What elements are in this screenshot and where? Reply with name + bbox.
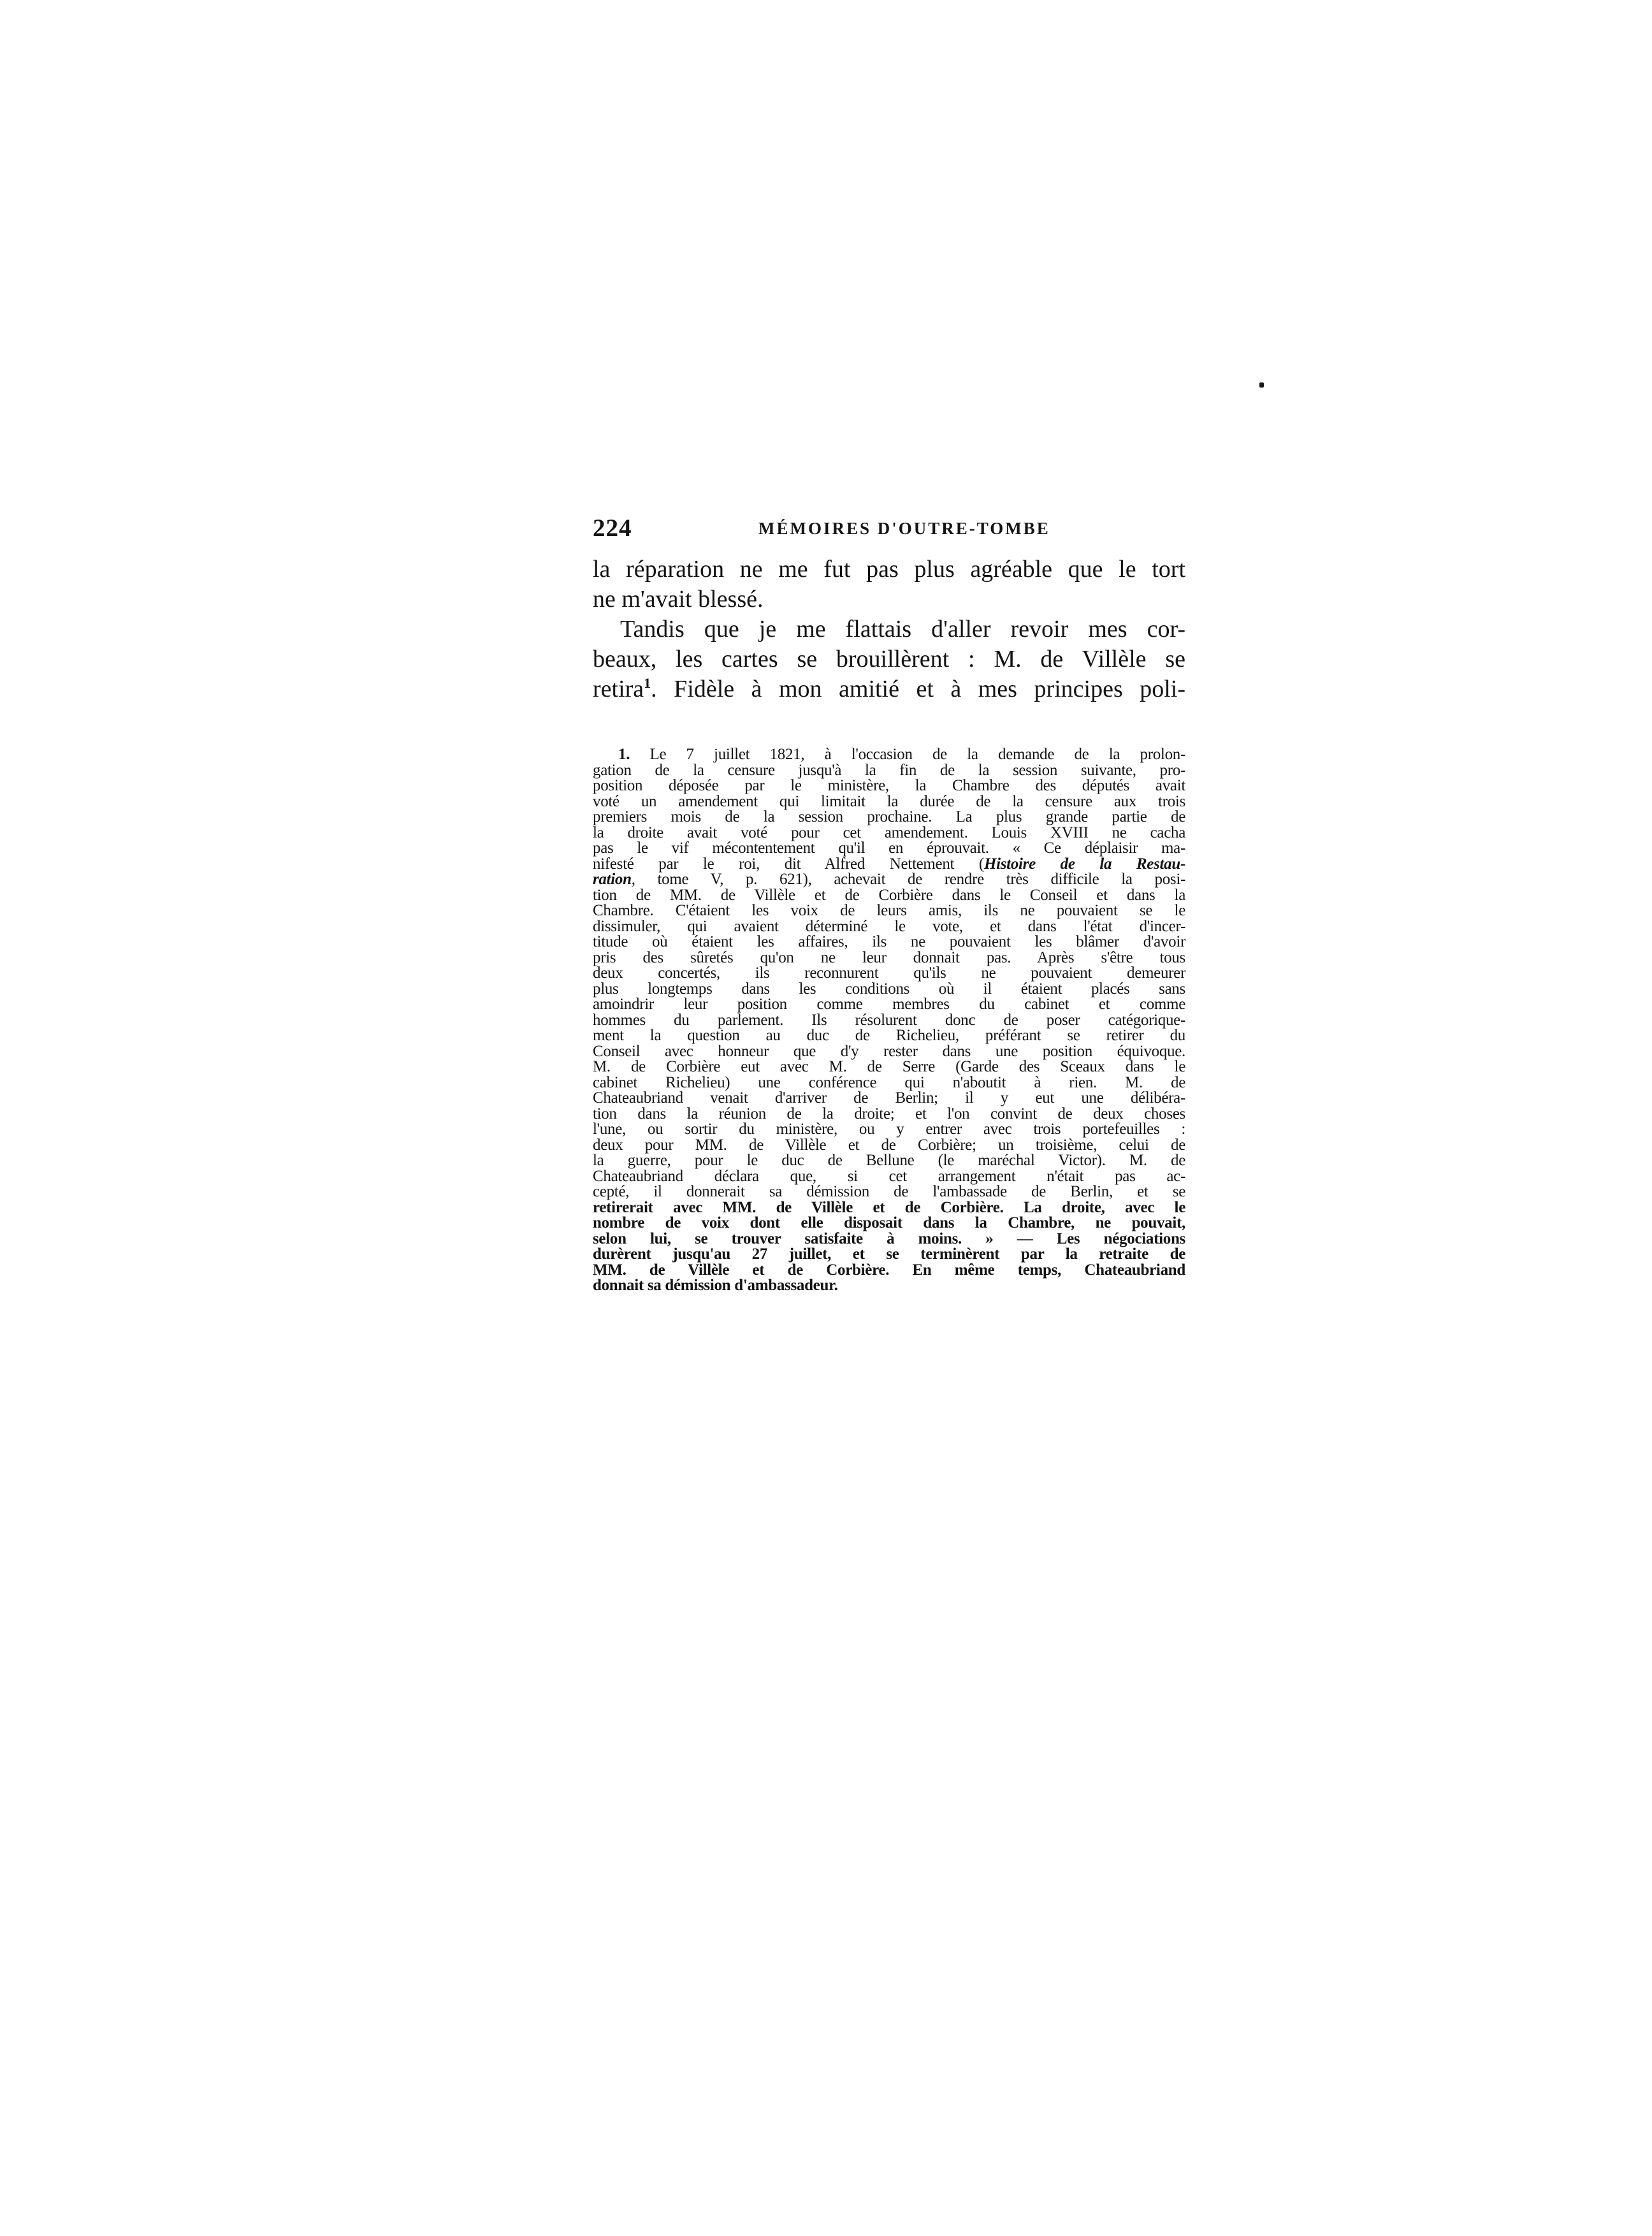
footnote-line: pris des sûretés qu'on ne leur donnait pas. Après s'être tous [593, 948, 1185, 966]
footnote-marker: 1. [618, 746, 630, 763]
footnote-line: MM. de Villèle et de Corbière. En même temps, Chateaubriand [593, 1261, 1185, 1279]
footnote-line: dissimuler, qui avaient déterminé le vote, et dans l'état d'incer- [593, 917, 1185, 935]
footnote-line: la guerre, pour le duc de Bellune (le maréchal Victor). M. de [593, 1152, 1185, 1169]
footnote-line: tion de MM. de Villèle et de Corbière dans le Conseil et dans la [593, 886, 1185, 904]
footnote-line: Chateaubriand venait d'arriver de Berlin; il y eut une délibéra- [593, 1089, 1185, 1107]
footnote-line: tion dans la réunion de la droite; et l'on convint de deux choses [593, 1105, 1185, 1122]
footnote-line: M. de Corbière eut avec M. de Serre (Garde des Sceaux dans le [593, 1058, 1185, 1075]
footnote [593, 747, 1185, 1294]
footnote-line: nombre de voix dont elle disposait dans la Chambre, ne pouvait, [593, 1214, 1185, 1231]
footnote-line: la droite avait voté pour cet amendement. Louis XVIII ne cacha [593, 824, 1185, 841]
footnote-line: selon lui, se trouver satisfaite à moins. » — Les négociations [593, 1230, 1185, 1247]
footnote-line: pas le vif mécontentement qu'il en éprouvait. « Ce déplaisir ma- [593, 839, 1185, 857]
page-header [593, 514, 1185, 542]
text-fragment: , tome V, p. 621), achevait de rendre très difficile la posi- [631, 871, 1185, 888]
text-fragment: nifesté par le roi, dit Alfred Nettement ( [593, 855, 984, 873]
footnote-line: position déposée par le ministère, la Chambre des députés avait [593, 777, 1185, 794]
footnote-line: voté un amendement qui limitait la durée de la censure aux trois [593, 792, 1185, 810]
book-title-italic: ration [593, 871, 632, 888]
footnote-line: durèrent jusqu'au 27 juillet, et se terminèrent par la retraite de [593, 1245, 1185, 1263]
footnote-line [593, 872, 1185, 888]
ink-speck [1259, 382, 1264, 388]
text-fragment: retira [593, 676, 644, 702]
text-fragment: Le 7 juillet 1821, à l'occasion de la demande de la prolon- [649, 746, 1185, 763]
footnote-line [593, 747, 1185, 763]
text-fragment: . Fidèle à mon amitié et à mes principes poli- [651, 676, 1185, 702]
text-line: beaux, les cartes se brouillèrent : M. de Villèle se [593, 646, 1185, 672]
footnote-line: gation de la censure jusqu'à la fin de la session suivante, pro- [593, 761, 1185, 779]
running-title: MÉMOIRES D'OUTRE-TOMBE [758, 519, 1050, 538]
footnote-line: amoindrir leur position comme membres du cabinet et comme [593, 996, 1185, 1013]
footnote-line: titude où étaient les affaires, ils ne pouvaient les blâmer d'avoir [593, 933, 1185, 950]
page-number: 224 [593, 514, 632, 542]
footnote-line: deux pour MM. de Villèle et de Corbière; un troisième, celui de [593, 1136, 1185, 1154]
text-line: ne m'avait blessé. [593, 586, 764, 613]
footnote-line: hommes du parlement. Ils résolurent donc de poser catégorique- [593, 1011, 1185, 1029]
footnote-line: cepté, il donnerait sa démission de l'ambassade de Berlin, et se [593, 1183, 1185, 1200]
book-title-italic: Histoire de la Restau- [983, 855, 1185, 873]
footnote-line: premiers mois de la session prochaine. La plus grande partie de [593, 808, 1185, 825]
footnote-reference: 1 [644, 675, 651, 691]
footnote-line: donnait sa démission d'ambassadeur. [593, 1277, 838, 1294]
text-line [593, 674, 1185, 704]
footnote-line: retirerait avec MM. de Villèle et de Corbière. La droite, avec le [593, 1198, 1185, 1216]
footnote-line: Conseil avec honneur que d'y rester dans une position équivoque. [593, 1042, 1185, 1060]
text-line: la réparation ne me fut pas plus agréable que le tort [593, 556, 1185, 583]
main-text [593, 555, 1185, 704]
footnote-line: cabinet Richelieu) une conférence qui n'aboutit à rien. M. de [593, 1073, 1185, 1091]
footnote-line: Chateaubriand déclara que, si cet arrangement n'était pas ac- [593, 1167, 1185, 1185]
text-line: Tandis que je me flattais d'aller revoir mes cor- [620, 616, 1185, 642]
footnote-line: ment la question au duc de Richelieu, préférant se retirer du [593, 1027, 1185, 1044]
footnote-line: Chambre. C'étaient les voix de leurs amis, ils ne pouvaient se le [593, 902, 1185, 919]
footnote-line: deux concertés, ils reconnurent qu'ils ne pouvaient demeurer [593, 964, 1185, 982]
footnote-line: l'une, ou sortir du ministère, ou y entrer avec trois portefeuilles : [593, 1121, 1185, 1138]
footnote-line [593, 857, 1185, 873]
footnote-line: plus longtemps dans les conditions où il étaient placés sans [593, 980, 1185, 998]
